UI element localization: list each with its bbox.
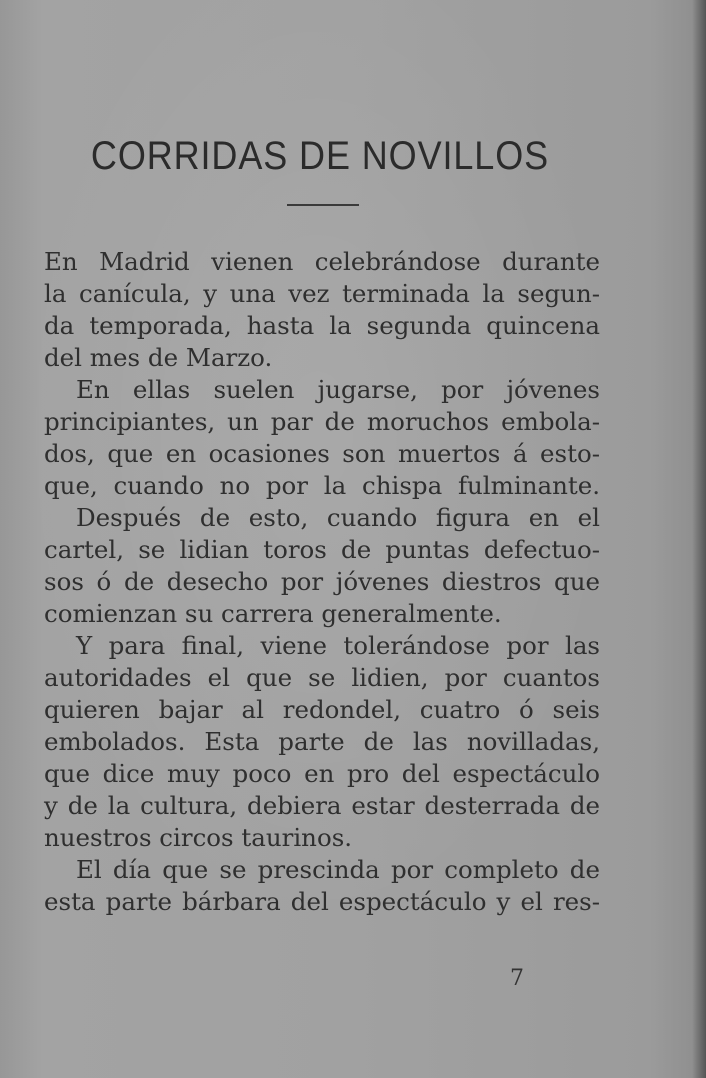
body-text: [44, 246, 600, 918]
text-line: y de la cultura, debiera estar desterrada de: [44, 791, 600, 820]
chapter-title: CORRIDAS DE NOVILLOS: [90, 134, 550, 178]
text-line: Y para final, viene tolerándose por las: [76, 631, 600, 660]
text-line: que, cuando no por la chispa fulminante.: [44, 471, 600, 500]
text-line: esta parte bárbara del espectáculo y el res-: [44, 887, 600, 916]
text-line: embolados. Esta parte de las novilladas,: [44, 727, 600, 756]
text-line: autoridades el que se lidien, por cuantos: [44, 663, 600, 692]
text-line: Después de esto, cuando figura en el: [76, 503, 600, 532]
text-line: la canícula, y una vez terminada la segun-: [44, 279, 600, 308]
page-number: 7: [510, 966, 524, 991]
text-line: En ellas suelen jugarse, por jóvenes: [76, 375, 600, 404]
text-line: nuestros circos taurinos.: [44, 823, 353, 852]
text-line: del mes de Marzo.: [44, 343, 273, 372]
text-line: cartel, se lidian toros de puntas defectuo-: [44, 535, 600, 564]
text-line: El día que se prescinda por completo de: [76, 855, 600, 884]
title-divider: [287, 204, 359, 206]
text-line: dos, que en ocasiones son muertos á esto-: [44, 439, 600, 468]
text-line: que dice muy poco en pro del espectáculo: [44, 759, 600, 788]
text-line: sos ó de desecho por jóvenes diestros que: [44, 567, 600, 596]
text-line: quieren bajar al redondel, cuatro ó seis: [44, 695, 600, 724]
page-edge-shadow: [692, 0, 706, 1078]
text-line: En Madrid vienen celebrándose durante: [44, 247, 600, 276]
text-line: da temporada, hasta la segunda quincena: [44, 311, 600, 340]
text-line: principiantes, un par de moruchos embola-: [44, 407, 600, 436]
text-line: comienzan su carrera generalmente.: [44, 599, 502, 628]
